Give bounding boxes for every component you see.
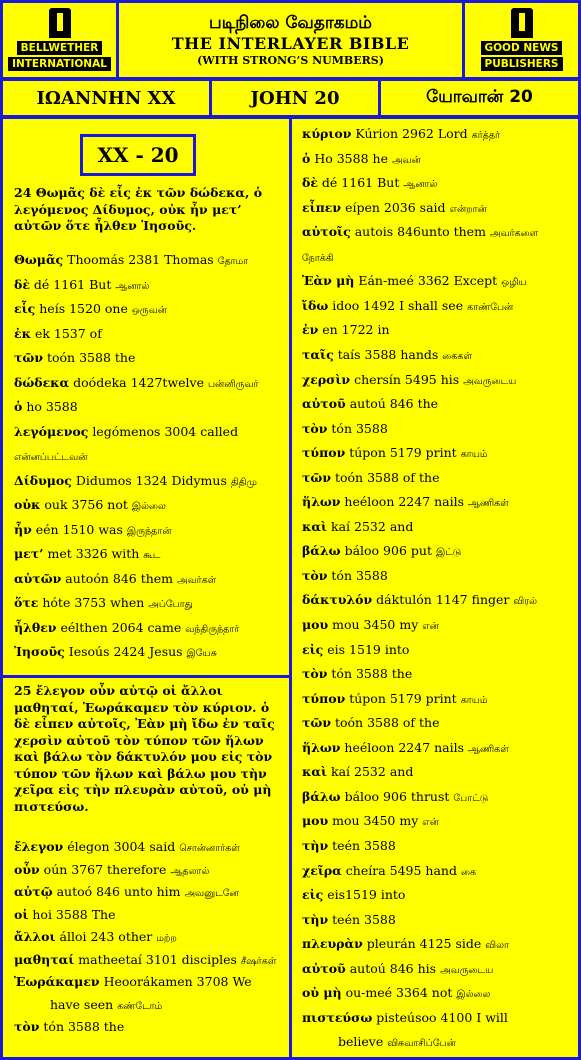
translit-word: tón 3588 the (43, 1019, 125, 1034)
greek-word: αὐτοῦ (302, 396, 346, 412)
title-tamil: படிநிலை வேதாகமம் (209, 13, 372, 33)
translit-word: eélthen 2064 came (60, 619, 182, 635)
greek-word: οἱ (14, 906, 29, 922)
greek-word: μετ’ (14, 546, 44, 561)
translit-word: taís 3588 hands (337, 346, 439, 362)
tamil-word: காண்பேன் (467, 301, 514, 313)
word-entry (302, 298, 513, 316)
tamil-word: கர்த்தர் (471, 130, 501, 141)
word-entry (302, 224, 538, 242)
translit-word: heís 1520 one (39, 301, 128, 316)
greek-word: Δίδυμος (14, 472, 72, 488)
translit-word: pleurán 4125 side (366, 936, 482, 952)
word-entry (302, 273, 527, 291)
word-entry (14, 839, 240, 857)
translit-word: met 3326 with (47, 546, 140, 561)
translit-word: álloi 243 other (59, 929, 153, 944)
word-entry (14, 952, 276, 970)
tamil-word: சீஷர்கள் (240, 955, 277, 967)
word-entry (302, 396, 438, 412)
translit-word: en 1722 in (322, 322, 390, 338)
greek-word: τὸν (302, 666, 328, 682)
word-entry (302, 126, 500, 144)
word-entry (302, 691, 488, 709)
word-entry (302, 322, 390, 338)
tamil-word: அவன் (391, 154, 421, 166)
greek-word: ἴδω (302, 297, 329, 313)
word-entry (302, 249, 334, 267)
tamil-word: கைகள் (442, 350, 473, 362)
word-entry (302, 519, 413, 535)
greek-word: ἥλων (302, 494, 341, 510)
tamil-word: இருந்தான் (126, 525, 172, 537)
bellwether-logo-line1: BELLWETHER (17, 41, 103, 55)
greek-word: Ἐὰν μὴ (302, 273, 355, 289)
translit-word: autoón 846 them (65, 570, 174, 586)
tamil-word: விரல் (513, 596, 537, 608)
word-entry (302, 347, 472, 365)
tamil-word: இல்லை (456, 989, 491, 1001)
greek-word: πλευρὰν (302, 936, 363, 952)
translit-word: have seen (50, 996, 114, 1012)
translit-word: mou 3450 my (332, 617, 419, 632)
verse24-text: 24 Θωμᾶς δὲ εἷς ἐκ τῶν δώδεκα, ὁ λεγόμενος Δίδυμος, οὐκ ἦν μετ’ αὐτῶν ὅτε ἦλθεν Ἰησοῦς. (14, 185, 263, 233)
translit-word: pisteúsoo 4100 I will (376, 1009, 508, 1025)
tamil-word: அவருடைய (463, 375, 517, 387)
word-entry (302, 715, 439, 731)
page-title-box (116, 0, 465, 80)
book-tamil-header: யோவான் 20 (378, 78, 581, 118)
translit-word: ouk 3756 not (44, 497, 128, 512)
word-entry (14, 644, 217, 662)
translit-word: kaí 2532 and (331, 764, 414, 780)
translit-word: Eán-meé 3362 Except (358, 273, 498, 289)
word-entry (302, 887, 405, 903)
tamil-word: பன்னிருவர் (207, 378, 259, 390)
word-entry (14, 301, 167, 319)
translit-word: matheetaí 3101 disciples (78, 951, 237, 967)
good-news-logo (462, 0, 581, 80)
translit-word: toón 3588 of the (334, 469, 440, 485)
word-entry (302, 642, 409, 658)
translit-word: teén 3588 (332, 837, 396, 853)
translit-word: doódeka 1427twelve (73, 374, 204, 390)
tamil-word: திதிமு (230, 476, 257, 488)
word-entry (302, 961, 493, 979)
greek-word: εἷς (14, 301, 36, 316)
tamil-word: மற்ற (156, 933, 177, 944)
tamil-word: ஆணிகள் (468, 498, 509, 510)
translit-word: eis1519 into (327, 887, 406, 903)
tamil-word: அவருடைய (440, 964, 494, 976)
word-entry (14, 546, 160, 564)
word-entry (302, 1010, 508, 1026)
greek-word: οὖν (14, 861, 40, 877)
greek-word: τὸν (14, 1019, 40, 1034)
greek-word: αὐτῷ (14, 884, 53, 899)
word-entry (302, 912, 396, 928)
word-entry (14, 884, 239, 902)
bellwether-logo-line2: INTERNATIONAL (8, 57, 111, 71)
word-entry (302, 863, 476, 881)
greek-word: ἐν (302, 322, 319, 338)
translit-word: mou 3450 my (332, 813, 419, 829)
tamil-word: என் (422, 817, 439, 829)
translit-word: legómenos 3004 called (92, 423, 239, 439)
book-english-header: JOHN 20 (209, 78, 381, 118)
greek-word: οὐκ (14, 497, 41, 512)
tamil-word: அவனுடனே (184, 888, 239, 899)
word-entry (302, 740, 509, 758)
greek-word: τὸν (302, 567, 328, 583)
greek-word: κύριον (302, 126, 352, 141)
word-entry (14, 252, 248, 270)
book-greek-header: ΙΩΑΝΝΗΝ XX (0, 78, 212, 118)
greek-word: ἥλων (302, 739, 341, 755)
greek-word: καὶ (302, 764, 328, 780)
greek-word: ἐκ (14, 325, 31, 341)
greek-word: δάκτυλόν (302, 592, 373, 608)
greek-word: Ἑωράκαμεν (14, 974, 100, 989)
translit-word: autoú 846 the (349, 396, 439, 412)
greek-word: τῶν (302, 715, 331, 731)
tamil-word: ஒருவன் (131, 305, 167, 316)
word-entry (302, 764, 413, 780)
tamil-word: சொன்னார்கள் (179, 843, 240, 854)
translit-word: cheíra 5495 hand (345, 862, 457, 878)
word-entry (302, 985, 490, 1003)
word-entry (14, 974, 252, 990)
translit-word: Thoomás 2381 Thomas (67, 252, 214, 267)
word-entry (14, 375, 259, 393)
translit-word: chersín 5495 his (354, 371, 460, 387)
translit-word: túpon 5179 print (349, 690, 457, 706)
translit-word: túpon 5179 print (349, 445, 457, 461)
word-entry (302, 568, 388, 584)
greek-word: ἦν (14, 521, 32, 537)
tamil-word: ஆனால் (403, 179, 438, 191)
translit-word: dé 1161 But (321, 175, 400, 191)
greek-word: εἰς (302, 887, 324, 903)
tamil-word: என்றான் (449, 203, 487, 215)
translit-word: heéloon 2247 nails (344, 494, 465, 510)
word-entry (14, 997, 162, 1015)
word-entry (302, 838, 396, 854)
translit-word: hóte 3753 when (42, 595, 145, 610)
greek-word: ἦλθεν (14, 619, 57, 635)
greek-word: οὐ μὴ (302, 985, 342, 1001)
translit-word: hoi 3588 The (32, 906, 116, 922)
translit-word: autoó 846 unto him (56, 884, 181, 899)
tamil-word: இட்டு (435, 547, 462, 559)
word-entry (302, 372, 516, 390)
tamil-word: அப்போது (148, 599, 193, 610)
word-entry (302, 151, 421, 169)
greek-word: ὁ (14, 399, 23, 414)
translit-word: toón 3588 the (46, 350, 136, 365)
greek-word: λεγόμενος (14, 423, 89, 439)
tamil-word: வந்திருந்தார் (185, 623, 240, 635)
word-entry (302, 175, 437, 193)
translit-word: kaí 2532 and (331, 518, 414, 534)
greek-word: μαθηταί (14, 951, 75, 967)
greek-word: δώδεκα (14, 374, 70, 390)
translit-word: tón 3588 (331, 420, 388, 436)
translit-word: tón 3588 the (331, 666, 413, 682)
greek-word: εἰς (302, 641, 324, 657)
greek-word: αὐτοῖς (302, 224, 351, 240)
greek-word: τὴν (302, 837, 329, 853)
title-english: THE INTERLAYER BIBLE (171, 34, 410, 53)
word-entry (14, 1019, 124, 1035)
greek-word: αὐτοῦ (302, 960, 346, 976)
word-entry (14, 326, 102, 342)
tamil-word: கண்டோம் (117, 1000, 163, 1012)
greek-word: μου (302, 813, 329, 829)
tamil-word: என்னப்பட்டவன் (14, 452, 88, 463)
word-entry (14, 571, 216, 589)
tamil-word: காயம் (460, 449, 488, 461)
tamil-word: விலா (485, 940, 509, 952)
word-entry (302, 445, 488, 463)
translit-word: ho 3588 (26, 399, 78, 414)
greek-word: εἶπεν (302, 199, 342, 215)
translit-word: eis 1519 into (327, 641, 410, 657)
word-entry (14, 907, 116, 923)
translit-word: dé 1161 But (33, 276, 112, 292)
word-entry (302, 617, 439, 635)
translit-word: ou-meé 3364 not (345, 985, 453, 1001)
word-entry (14, 929, 177, 947)
translit-word: ek 1537 of (34, 325, 102, 341)
title-subtitle: (WITH STRONG’S NUMBERS) (197, 54, 384, 67)
translit-word: báloo 906 put (344, 543, 432, 559)
translit-word: eén 1510 was (35, 521, 123, 537)
greek-word: δὲ (302, 175, 318, 191)
tamil-word: கூட (143, 550, 161, 561)
tamil-word: விசுவாசிப்பேன் (387, 1038, 456, 1050)
greek-word: τύπον (302, 690, 346, 706)
tamil-word: நோக்கி (302, 252, 334, 264)
tamil-word: காயம் (460, 694, 488, 706)
greek-word: δὲ (14, 276, 30, 292)
tamil-word: போட்டு (453, 792, 489, 804)
good-news-logo-line2: PUBLISHERS (481, 57, 563, 71)
word-entry (14, 595, 193, 613)
greek-word: χερσὶν (302, 371, 351, 387)
word-entry (302, 666, 412, 682)
verse25-text: 25 ἔλεγον οὖν αὐτῷ οἱ ἄλλοι μαθηταί, Ἑωράκαμεν τὸν κύριον. ὁ δὲ εἶπεν αὐτοῖς, Ἐὰν μὴ ἴδω ἐν ταῖς χερσὶν αὐτοῦ τὸν τύπον τῶν ἥλων καὶ βάλω τὸν δάκτυλόν μου εἰς τὸν τύπον τῶν ἥλων καὶ βάλω μου τὴν χεῖρα εἰς τὴν πλευρὰν αὐτοῦ, οὐ μὴ πιστεύσω. (14, 683, 275, 814)
greek-word: ὁ (302, 150, 311, 166)
translit-word: teén 3588 (332, 911, 396, 927)
word-entry (14, 862, 209, 880)
translit-word: heéloon 2247 nails (344, 739, 465, 755)
translit-word: eípen 2036 said (345, 199, 446, 215)
greek-word: ταῖς (302, 346, 334, 362)
translit-word: believe (338, 1034, 384, 1050)
translit-word: Heoorákamen 3708 We (103, 974, 252, 989)
word-entry (302, 592, 537, 610)
chapter-label: XX - 20 (80, 134, 196, 176)
tamil-word: கை (460, 866, 477, 878)
translit-word: Kúrion 2962 Lord (355, 126, 468, 141)
word-entry (14, 620, 239, 638)
word-entry (302, 789, 488, 807)
tamil-word: அவர்களை (489, 228, 539, 240)
translit-word: tón 3588 (331, 567, 388, 583)
tamil-word: தோமா (217, 256, 249, 267)
word-entry (302, 494, 509, 512)
greek-word: ἔλεγον (14, 839, 64, 854)
translit-word: Iesoús 2424 Jesus (68, 644, 183, 659)
translit-word: élegon 3004 said (67, 839, 176, 854)
word-entry (14, 399, 78, 415)
word-entry (302, 936, 509, 954)
tamil-word: ஆனால் (115, 280, 150, 292)
greek-word: τύπον (302, 445, 346, 461)
tamil-word: இயேசு (186, 648, 217, 659)
word-entry (14, 424, 238, 440)
tamil-word: இல்லை (131, 501, 166, 512)
greek-word: τὴν (302, 911, 329, 927)
tamil-word: ஒழிய (501, 277, 527, 289)
greek-word: τῶν (302, 469, 331, 485)
greek-word: Ἰησοῦς (14, 644, 65, 659)
greek-word: χεῖρα (302, 862, 342, 878)
greek-word: βάλω (302, 543, 341, 559)
greek-word: καὶ (302, 518, 328, 534)
tamil-word: ஆதலால் (170, 865, 210, 877)
word-entry (14, 473, 257, 491)
translit-word: Didumos 1324 Didymus (75, 472, 227, 488)
greek-word: ἄλλοι (14, 929, 56, 944)
translit-word: autoú 846 his (349, 960, 437, 976)
translit-word: oún 3767 therefore (43, 861, 167, 877)
word-entry (14, 497, 166, 515)
word-entry (302, 1034, 456, 1052)
greek-word: τὸν (302, 420, 328, 436)
greek-word: βάλω (302, 788, 341, 804)
word-entry (302, 470, 439, 486)
translit-word: autois 846unto them (354, 224, 486, 240)
good-news-logo-line1: GOOD NEWS (481, 41, 563, 55)
translit-word: báloo 906 thrust (344, 788, 450, 804)
tamil-word: என் (422, 621, 439, 632)
greek-word: αὐτῶν (14, 570, 62, 586)
greek-word: πιστεύσω (302, 1009, 373, 1025)
translit-word: Ho 3588 he (314, 150, 388, 166)
word-entry (14, 277, 149, 295)
translit-word: dáktulón 1147 finger (376, 592, 510, 608)
tamil-word: அவர்கள் (177, 574, 217, 586)
greek-word: ὅτε (14, 595, 39, 610)
word-entry (302, 813, 439, 831)
bellwether-icon (49, 8, 71, 38)
good-news-icon (511, 8, 533, 38)
word-entry (14, 350, 135, 366)
greek-word: μου (302, 617, 329, 632)
word-entry (302, 543, 461, 561)
translit-word: idoo 1492 I shall see (332, 297, 464, 313)
word-entry (302, 200, 487, 218)
greek-word: τῶν (14, 350, 43, 365)
bellwether-logo (0, 0, 119, 80)
word-entry (14, 522, 171, 540)
word-entry (14, 448, 87, 466)
greek-word: Θωμᾶς (14, 252, 64, 267)
word-entry (302, 421, 388, 437)
translit-word: toón 3588 of the (334, 715, 440, 731)
tamil-word: ஆணிகள் (468, 743, 509, 755)
